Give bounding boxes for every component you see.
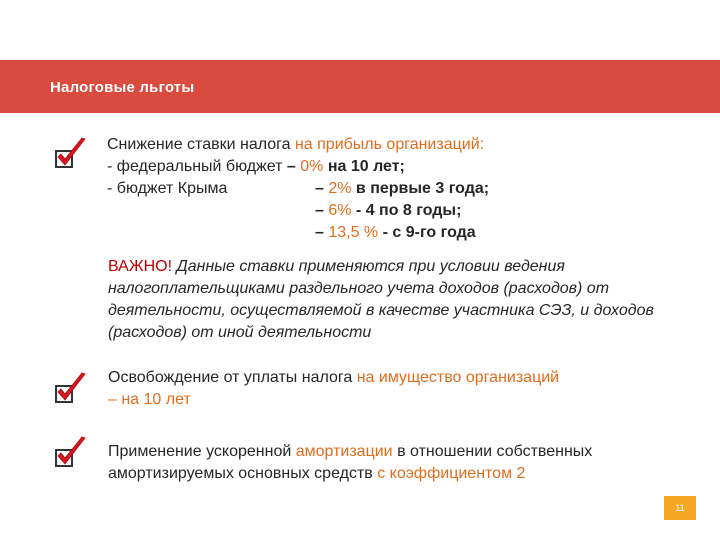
- accelerated-depreciation-block: Применение ускоренной амортизации в отношении собственных амортизируемых основных средств с коэффициентом 2: [108, 443, 593, 482]
- important-note: [108, 256, 698, 344]
- item1-intro: Снижение ставки налога на прибыль организаций:: [107, 136, 485, 153]
- important-label: ВАЖНО!: [108, 258, 173, 275]
- slide-title: Налоговые льготы: [50, 79, 195, 96]
- page-number-badge: 11: [664, 496, 696, 520]
- checkbox-check-icon: [52, 370, 88, 408]
- rate-line-from-year-9: – 13,5 % - с 9-го года: [315, 224, 476, 241]
- checkbox-check-icon: [52, 434, 88, 472]
- federal-budget-line: - федеральный бюджет – 0% на 10 лет;: [107, 158, 405, 175]
- crimea-budget-line: - бюджет Крыма – 2% в первые 3 года;: [107, 180, 490, 197]
- tax-rate-reduction-block: [107, 134, 489, 244]
- header-band: [0, 60, 720, 113]
- checkbox-check-icon: [52, 135, 88, 173]
- property-tax-exemption-block: Освобождение от уплаты налога на имущество организаций – на 10 лет: [108, 369, 560, 408]
- rate-line-years-4-8: – 6% - 4 по 8 годы;: [315, 202, 462, 219]
- important-text: Данные ставки применяются при условии ведения налогоплательщиками раздельного учета доходов (расходов) от деятельности, осуществляемой в качестве участника СЭЗ, и доходов (расходов) от иной деятельности: [108, 258, 654, 341]
